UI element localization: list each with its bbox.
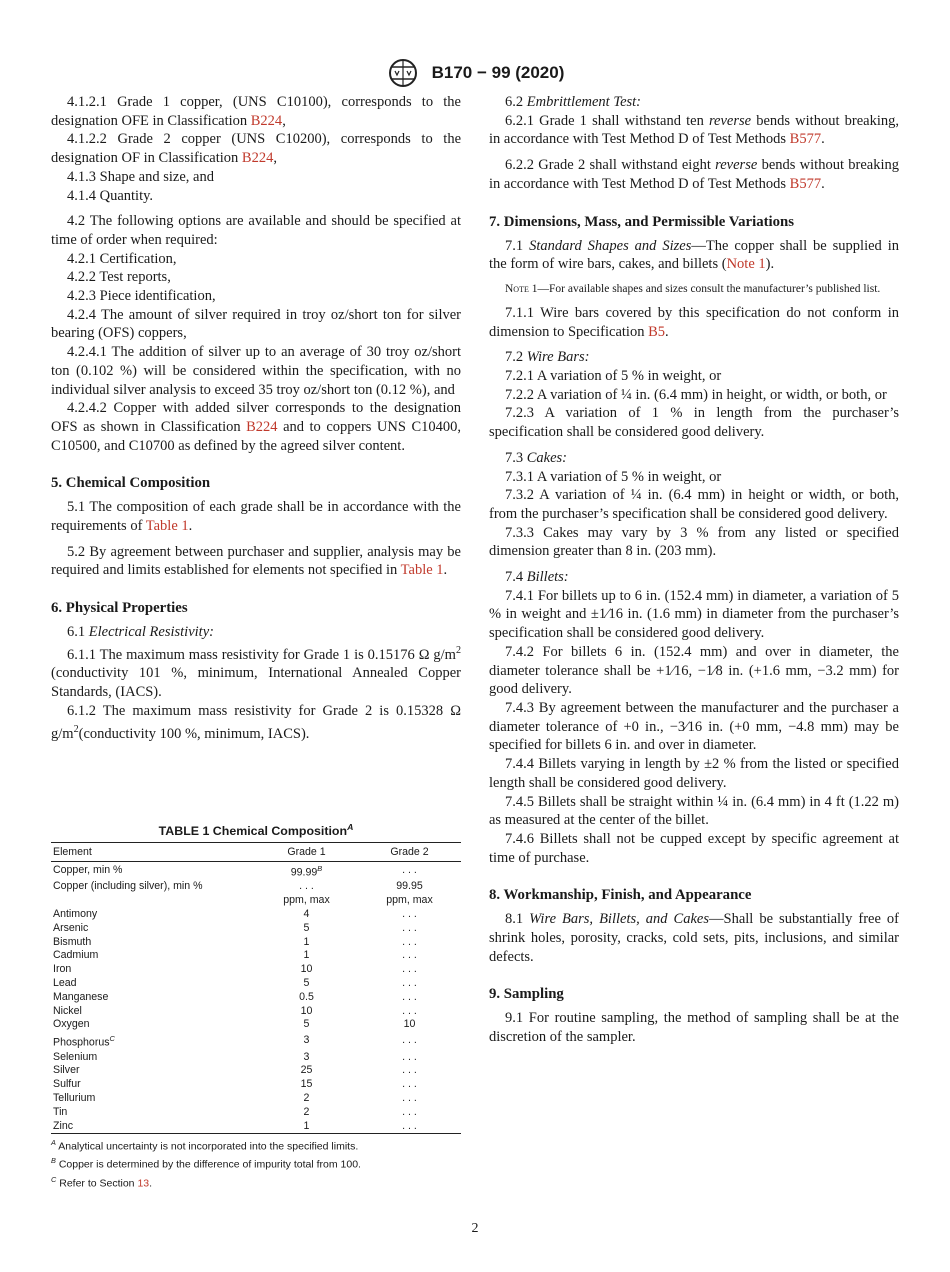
table-row: Arsenic 5 . . .	[53, 921, 417, 934]
table-row: Oxygen 5 10	[53, 1018, 416, 1031]
para-6-2-2: 6.2.2 Grade 2 shall withstand eight reverse bends without breaking in accordance with Test Method D of Test Methods B577.	[489, 157, 899, 192]
para-7-4-3: 7.4.3 By agreement between the manufacturer and the purchaser a diameter tolerance of +0 in., −3⁄16 in. (+0 mm, −4.8 mm) may be specified for billets 6 in. and over in diameter.	[489, 699, 899, 754]
para-4-1-4: 4.1.4 Quantity.	[67, 187, 154, 204]
para-7-4: 7.4 Billets:	[505, 569, 569, 586]
table-row: Tellurium 2 . . .	[53, 1091, 417, 1104]
table-row: Bismuth 1 . . .	[53, 935, 417, 948]
document-designation: B170 − 99 (2020)	[431, 63, 565, 82]
link-b224[interactable]: B224	[241, 150, 274, 167]
col-header-grade-1: Grade 1	[255, 843, 358, 862]
table-row: Lead 5 . . .	[53, 977, 417, 990]
footnote-c: $^C$ Refer to Section 13.	[51, 1174, 153, 1190]
table-row: Copper, min % $99.99^B$ . . .	[53, 864, 417, 879]
para-7-3-2: 7.3.2 A variation of ¼ in. (6.4 mm) in height or width, or both, from the purchaser’s specification shall be considered good delivery.	[489, 487, 899, 522]
para-4-2-4-2: 4.2.4.2 Copper with added silver corresponds to the designation OFS as shown in Classification B224 and to coppers UNS C10400, C10500, and C10700 as defined by the agreed silver content.	[51, 400, 461, 454]
para-7-3: 7.3 Cakes:	[505, 449, 568, 466]
link-table-1[interactable]: Table 1	[145, 518, 189, 535]
para-7-2-2: 7.2.2 A variation of ¼ in. (6.4 mm) in height, or width, or both, or	[505, 386, 887, 403]
table-row: Antimony 4 . . .	[53, 908, 417, 921]
para-7-2-3: 7.2.3 A variation of 1 % in length from the purchaser’s specification shall be considered good delivery.	[489, 405, 899, 441]
table-row: Manganese 0.5 . . .	[53, 990, 417, 1003]
para-5-2: 5.2 By agreement between purchaser and supplier, analysis may be required and limits established for elements not specified in Table 1.	[51, 543, 461, 579]
col-header-element: Element	[51, 843, 255, 862]
para-7-2-1: 7.2.1 A variation of 5 % in weight, or	[505, 368, 722, 385]
para-9-1: 9.1 For routine sampling, the method of sampling shall be at the discretion of the sampler.	[489, 1010, 899, 1046]
table-row: Tin 2 . . .	[53, 1105, 417, 1118]
page-header	[0, 58, 950, 88]
link-b577[interactable]: B577	[789, 175, 822, 192]
link-note-1[interactable]: Note 1	[726, 256, 766, 273]
section-8-heading: 8. Workmanship, Finish, and Appearance	[489, 887, 752, 904]
section-5-heading: 5. Chemical Composition	[51, 475, 211, 492]
para-7-3-1: 7.3.1 A variation of 5 % in weight, or	[505, 468, 722, 485]
table-row: Sulfur 15 . . .	[53, 1078, 417, 1091]
footnote-b: $^B$ Copper is determined by the difference of impurity total from 100.	[51, 1156, 361, 1171]
link-b224[interactable]: B224	[250, 112, 283, 129]
para-4-2: 4.2 The following options are available and should be specified at time of order when required:	[51, 213, 461, 248]
para-4-2-1: 4.2.1 Certification,	[67, 250, 177, 267]
astm-logo-icon	[386, 58, 420, 88]
para-4-2-2: 4.2.2 Test reports,	[67, 269, 171, 286]
para-7-4-6: 7.4.6 Billets shall not be cupped except by specific agreement at time of purchase.	[489, 830, 899, 866]
table-row: Copper (including silver), min % . . . 99.95	[53, 880, 423, 893]
table-title: TABLE 1 Chemical Composition$^A$	[158, 822, 354, 839]
para-4-2-4-1: 4.2.4.1 The addition of silver up to an average of 30 troy oz/short ton (0.102 %) will be considered within the specification, with no individual silver analysis to exceed 35 troy oz/short ton (0.12 %), and	[51, 344, 461, 398]
para-4-2-3: 4.2.3 Piece identification,	[67, 288, 216, 305]
para-6-1-2: 6.1.2 The maximum mass resistivity for Grade 2 is 0.15328 Ω $g/m^2(conductivity$ 100 %, minimum, IACS).	[51, 702, 461, 742]
para-6-1-1: 6.1.1 The maximum mass resistivity for Grade 1 is 0.15176 Ω $g/m^2$ (conductivity 101 %, minimum, International Annealed Copper Standards, (IACS).	[51, 644, 461, 701]
chemical-composition-table	[51, 842, 461, 1134]
table-row: Iron 10 . . .	[53, 963, 417, 976]
link-table-1[interactable]: Table 1	[400, 562, 444, 579]
table-row: Nickel 10 . . .	[53, 1004, 417, 1017]
link-section-13[interactable]: 13	[137, 1177, 150, 1190]
link-b5[interactable]: B5	[648, 323, 665, 340]
para-5-1: 5.1 The composition of each grade shall be in accordance with the requirements of Table 1.	[51, 499, 461, 535]
para-4-1-2-2: 4.1.2.2 Grade 2 copper (UNS C10200), corresponds to the designation OF in Classification B224,	[51, 131, 461, 167]
para-7-1: 7.1 Standard Shapes and Sizes—The copper shall be supplied in the form of wire bars, cakes, and billets (Note 1).	[489, 237, 900, 273]
para-7-4-2: 7.4.2 For billets 6 in. (152.4 mm) and over in diameter, the diameter tolerance shall be +1⁄16, −1⁄8 in. (+1.6 mm, −3.2 mm) for good delivery.	[489, 643, 899, 698]
section-7-heading: 7. Dimensions, Mass, and Permissible Variations	[489, 213, 795, 230]
para-4-1-3: 4.1.3 Shape and size, and	[67, 168, 214, 185]
section-9-heading: 9. Sampling	[489, 986, 564, 1003]
para-4-2-4: 4.2.4 The amount of silver required in troy oz/short ton for silver bearing (OFS) coppers,	[51, 306, 461, 342]
para-7-4-4: 7.4.4 Billets varying in length by ±2 % from the listed or specified length shall be considered good delivery.	[489, 756, 899, 791]
section-6-heading: 6. Physical Properties	[51, 600, 188, 617]
note-1: Note 1—For available shapes and sizes consult the manufacturer’s published list.	[505, 282, 881, 295]
page-number: 2	[471, 1221, 479, 1236]
col-header-grade-2: Grade 2	[358, 843, 461, 862]
table-row: Silver 25 . . .	[53, 1064, 417, 1077]
para-6-1: 6.1 Electrical Resistivity:	[67, 624, 214, 641]
link-b577[interactable]: B577	[789, 131, 822, 148]
table-row: Selenium 3 . . .	[53, 1050, 417, 1063]
table-row: ppm, max ppm, max	[283, 894, 433, 907]
para-6-2-1: 6.2.1 Grade 1 shall withstand ten reverse bends without breaking, in accordance with Test Method D of Test Methods B577.	[489, 112, 899, 148]
left-column	[51, 93, 461, 743]
link-b224[interactable]: B224	[246, 418, 278, 435]
table-footnotes	[51, 1136, 461, 1190]
table-1-block	[51, 822, 461, 1191]
para-7-4-5: 7.4.5 Billets shall be straight within ¼ in. (6.4 mm) in 4 ft (1.22 m) as measured at the center of the billet.	[489, 793, 899, 829]
table-row: Phosphorus$^C$ 3 . . .	[53, 1034, 417, 1049]
footnote-a: $^A$ Analytical uncertainty is not incorporated into the specified limits.	[51, 1138, 359, 1153]
para-8-1: 8.1 Wire Bars, Billets, and Cakes—Shall be substantially free of shrink holes, porosity, cracks, cold sets, pits, inclusions, and similar defects.	[489, 911, 900, 965]
para-7-2: 7.2 Wire Bars:	[505, 349, 590, 366]
para-4-1-2-1: 4.1.2.1 Grade 1 copper, (UNS C10100), corresponds to the designation OFE in Classification B224,	[51, 94, 461, 129]
para-7-4-1: 7.4.1 For billets up to 6 in. (152.4 mm) in diameter, a variation of 5 % in weight and ±1⁄16 in. (1.6 mm) in diameter from the purchaser’s specification shall be considered good delivery.	[489, 587, 899, 642]
table-row: Cadmium 1 . . .	[53, 949, 417, 962]
right-column	[489, 93, 899, 1047]
para-7-3-3: 7.3.3 Cakes may vary by 3 % from any listed or specified dimension greater than 8 in. (203 mm).	[489, 524, 899, 560]
para-6-2: 6.2 Embrittlement Test:	[505, 94, 642, 110]
para-7-1-1: 7.1.1 Wire bars covered by this specification do not conform in dimension to Specification B5.	[489, 304, 899, 340]
table-row: Zinc 1 . . .	[51, 1120, 461, 1134]
